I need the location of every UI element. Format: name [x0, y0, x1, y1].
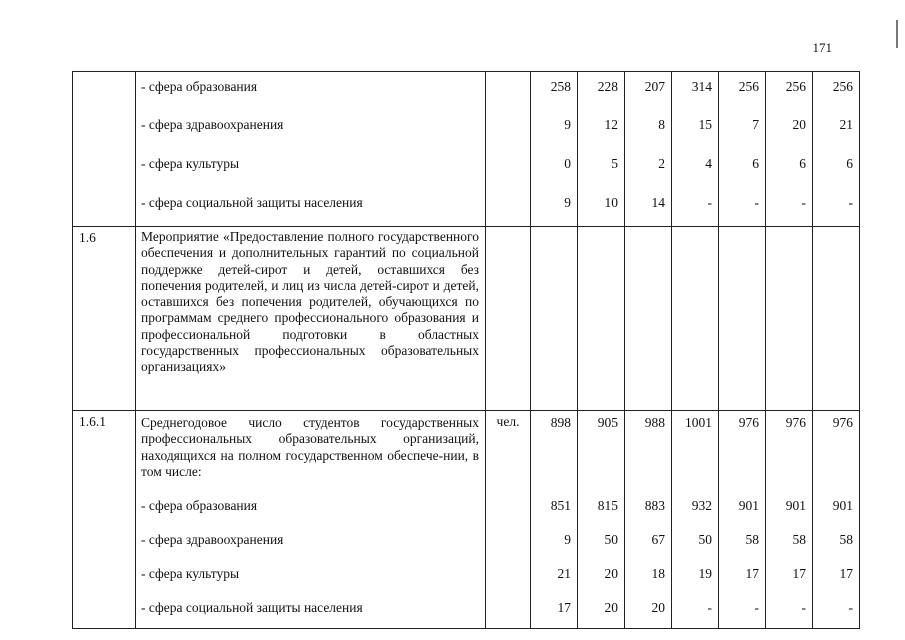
value-cell: 17 [531, 593, 578, 629]
value-cell: 905 [578, 411, 625, 492]
table-row [73, 150, 860, 189]
value-cell: 15 [672, 111, 719, 150]
value-cell: 6 [813, 150, 860, 189]
unit-cell [486, 189, 531, 227]
value-cell: 256 [719, 72, 766, 112]
row-name: - сфера социальной защиты населения [136, 189, 486, 227]
value-cell: 17 [719, 559, 766, 593]
value-cell: 2 [625, 150, 672, 189]
value-cell: 976 [813, 411, 860, 492]
value-cell: 901 [766, 491, 813, 525]
value-cell: 815 [578, 491, 625, 525]
value-cell: 228 [578, 72, 625, 112]
row-name: - сфера образования [136, 491, 486, 525]
scan-mark [896, 20, 898, 48]
table-row [73, 525, 860, 559]
value-cell: 21 [813, 111, 860, 150]
row-number: 1.6 [73, 227, 136, 411]
value-cell: 17 [813, 559, 860, 593]
unit-cell [486, 111, 531, 150]
unit-cell [486, 593, 531, 629]
row-name: - сфера культуры [136, 150, 486, 189]
row-name-cell [136, 411, 486, 492]
value-cell: 8 [625, 111, 672, 150]
value-cell: 20 [578, 593, 625, 629]
value-cell: - [672, 593, 719, 629]
value-cell: 258 [531, 72, 578, 112]
value-cell: - [766, 593, 813, 629]
value-cell: 883 [625, 491, 672, 525]
table-row [73, 559, 860, 593]
value-cell: 988 [625, 411, 672, 492]
table-row [73, 189, 860, 227]
page-number: 171 [812, 40, 832, 55]
unit-cell [486, 525, 531, 559]
row-number-cell [73, 72, 136, 227]
value-cell: - [672, 189, 719, 227]
value-cell: 4 [672, 150, 719, 189]
value-cell: 12 [578, 111, 625, 150]
row-name-cell [136, 227, 486, 411]
row-name: - сфера культуры [136, 559, 486, 593]
value-cell: 7 [719, 111, 766, 150]
value-cell: 9 [531, 525, 578, 559]
unit-cell [486, 72, 531, 112]
value-cell: - [766, 189, 813, 227]
value-cell: 9 [531, 189, 578, 227]
value-cell: 20 [578, 559, 625, 593]
value-cell: 58 [813, 525, 860, 559]
value-cell [672, 227, 719, 411]
table-row [73, 593, 860, 629]
value-cell [813, 227, 860, 411]
value-cell: 20 [625, 593, 672, 629]
value-cell: 17 [766, 559, 813, 593]
value-cell [719, 227, 766, 411]
value-cell: 50 [672, 525, 719, 559]
value-cell: 898 [531, 411, 578, 492]
value-cell: 314 [672, 72, 719, 112]
row-name: - сфера социальной защиты населения [136, 593, 486, 629]
value-cell: 18 [625, 559, 672, 593]
value-cell: 932 [672, 491, 719, 525]
value-cell: - [813, 189, 860, 227]
value-cell [578, 227, 625, 411]
value-cell: - [719, 593, 766, 629]
value-cell: 21 [531, 559, 578, 593]
value-cell: 256 [766, 72, 813, 112]
unit-cell [486, 559, 531, 593]
value-cell: 58 [766, 525, 813, 559]
unit-cell [486, 150, 531, 189]
value-cell: - [813, 593, 860, 629]
value-cell: 207 [625, 72, 672, 112]
value-cell [531, 227, 578, 411]
value-cell: - [719, 189, 766, 227]
value-cell: 901 [813, 491, 860, 525]
value-cell: 0 [531, 150, 578, 189]
table-row-indicator [73, 411, 860, 492]
unit-cell: чел. [486, 411, 531, 492]
value-cell: 19 [672, 559, 719, 593]
table-row [73, 72, 860, 112]
value-cell: 50 [578, 525, 625, 559]
indicator-name: Среднегодовое число студентов государственных профессиональных образовательных организаций, находящихся на полном государственном обеспече-нии, в том числе: [141, 415, 479, 479]
indicator-table [72, 71, 860, 629]
table-row-event [73, 227, 860, 411]
table-row [73, 491, 860, 525]
value-cell: 901 [719, 491, 766, 525]
value-cell: 14 [625, 189, 672, 227]
value-cell: 851 [531, 491, 578, 525]
value-cell: 20 [766, 111, 813, 150]
value-cell: 6 [766, 150, 813, 189]
value-cell: 5 [578, 150, 625, 189]
value-cell: 1001 [672, 411, 719, 492]
value-cell [766, 227, 813, 411]
value-cell: 67 [625, 525, 672, 559]
unit-cell [486, 491, 531, 525]
value-cell [625, 227, 672, 411]
value-cell: 9 [531, 111, 578, 150]
event-name: Мероприятие «Предоставление полного государственного обеспечения и дополнительных гарантий по социальной поддержке детей-сирот и детей, оставшихся без попечения родителей, и лиц из числа детей-сирот и детей, оставшихся без попечения родителей, обучающихся по программам среднего профессионального образования и профессиональной подготовки в областных государственных профессиональных образовательных организациях» [141, 229, 479, 375]
row-number: 1.6.1 [73, 411, 136, 629]
value-cell: 58 [719, 525, 766, 559]
table-row [73, 111, 860, 150]
value-cell: 256 [813, 72, 860, 112]
row-name: - сфера здравоохранения [136, 525, 486, 559]
value-cell: 6 [719, 150, 766, 189]
unit-cell [486, 227, 531, 411]
value-cell: 976 [719, 411, 766, 492]
row-name: - сфера здравоохранения [136, 111, 486, 150]
value-cell: 10 [578, 189, 625, 227]
value-cell: 976 [766, 411, 813, 492]
row-name: - сфера образования [136, 72, 486, 112]
